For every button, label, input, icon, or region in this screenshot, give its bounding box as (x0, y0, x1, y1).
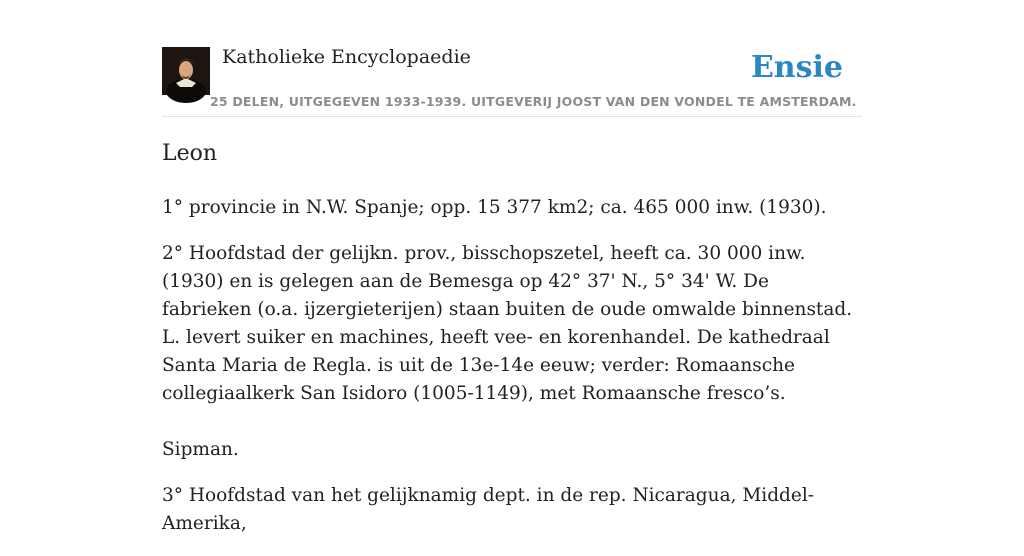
article-paragraph: 2° Hoofdstad der gelijkn. prov., bisschopszetel, heeft ca. 30 000 inw. (1930) en is gelegen aan de Bemesga op 42° 37' N., 5° 34' W. De fabrieken (o.a. ijzergieterijen) staan buiten de oude omwalde binnenstad. L. levert suiker en machines, heeft vee- en korenhandel. De kathedraal Santa Maria de Regla. is uit de 13e-14e eeuw; verder: Romaansche collegiaalkerk San Isidoro (1005-1149), met Romaansche fresco’s. Sipman. (162, 243, 853, 460)
article-title: Leon (162, 141, 218, 166)
article-paragraph: 3° Hoofdstad van het gelijknamig dept. in de rep. Nicaragua, Middel-Amerika, (162, 485, 815, 534)
portrait-icon (162, 47, 210, 95)
source-avatar[interactable] (162, 47, 210, 95)
source-title[interactable]: Katholieke Encyclopaedie (222, 46, 471, 68)
source-subtitle: 25 DELEN, UITGEGEVEN 1933-1939. UITGEVERIJ JOOST VAN DEN VONDEL TE AMSTERDAM. (210, 94, 857, 109)
source-header (162, 40, 862, 117)
brand-logo-link[interactable]: Ensie (750, 50, 843, 85)
article (162, 138, 862, 556)
article-paragraph: 1° provincie in N.W. Spanje; opp. 15 377 km2; ca. 465 000 inw. (1930). (162, 197, 827, 218)
